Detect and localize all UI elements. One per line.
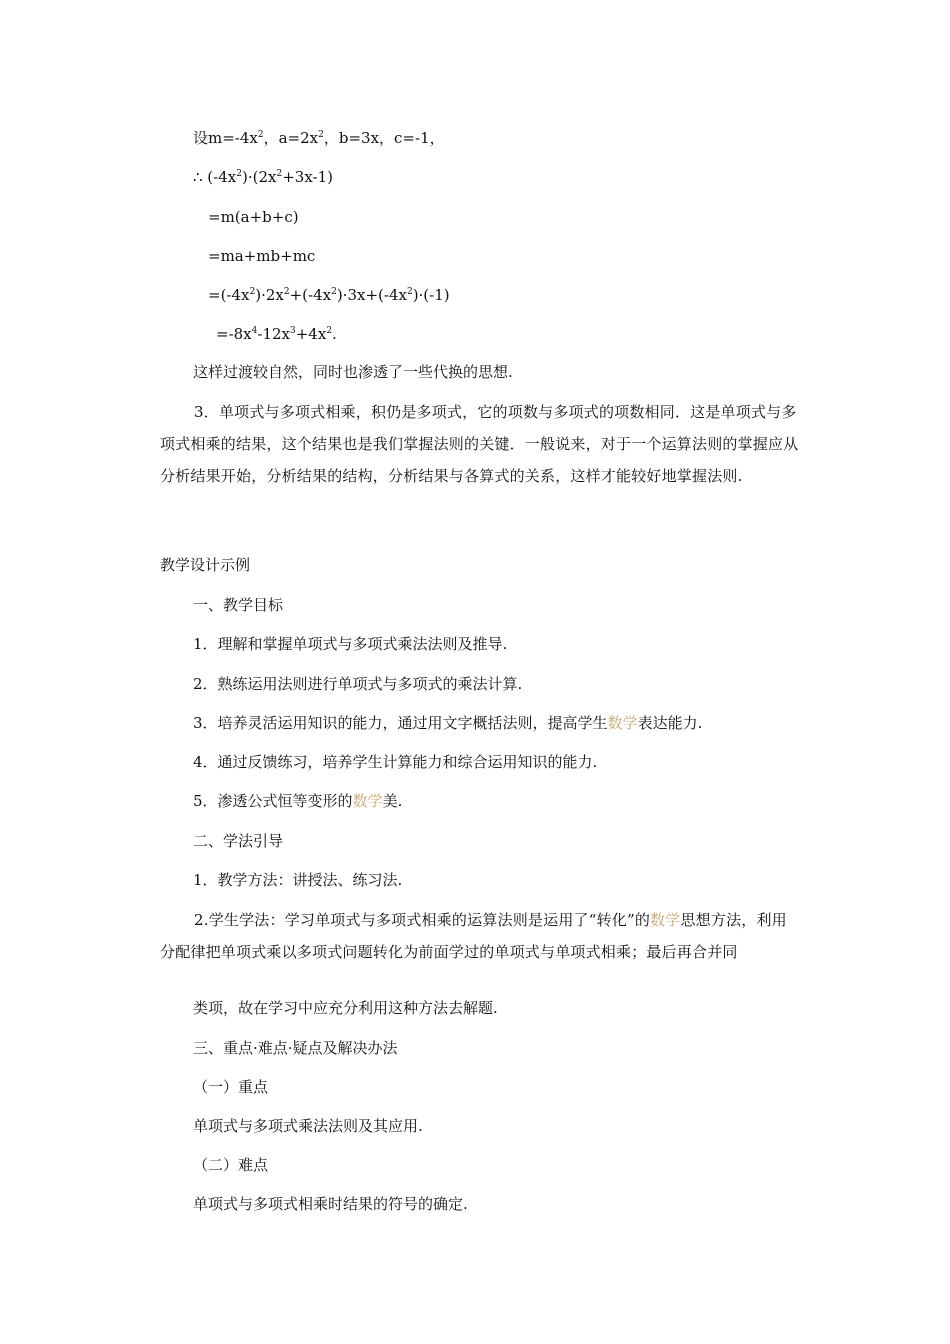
goal-item: 1．理解和掌握单项式与多项式乘法法则及推导. (193, 635, 508, 653)
exponent: 2 (276, 169, 283, 179)
goal-item (193, 791, 402, 811)
equation-therefore (193, 167, 333, 187)
method-text: 思想方法，利用分配律把单项式乘以多项式问题转化为前面学过的单项式与单项式相乘；最后再合并同 (160, 911, 787, 961)
exponent: 2 (326, 326, 333, 336)
exponent: 3 (290, 326, 296, 336)
setup-bc: ，b=3x，c=-1， (323, 129, 445, 147)
exponent: 2 (331, 287, 337, 297)
goal-text: 表达能力. (637, 714, 703, 732)
method-continuation: 类项，故在学习中应充分利用这种方法去解题. (193, 999, 498, 1017)
math-link[interactable]: 数学 (607, 714, 638, 732)
eq-part: )·2x (255, 286, 284, 304)
eq-part: +3x-1) (282, 168, 333, 186)
eq-part: -12x (257, 325, 290, 343)
key-text: 单项式与多项式乘法法则及其应用. (193, 1117, 423, 1135)
equation-step-4 (216, 324, 337, 344)
eq-part: =-8x (216, 325, 252, 343)
setup-m: 设m=-4x (193, 129, 258, 147)
goal-text: 5．渗透公式恒等变形的 (193, 792, 353, 810)
method-item (160, 904, 800, 968)
paragraph-transition: 这样过渡较自然，同时也渗透了一些代换的思想. (193, 363, 513, 381)
setup-a: ，a=2x (263, 129, 319, 147)
exponent: 2 (406, 287, 413, 297)
goal-item (193, 713, 702, 733)
eq-part: . (332, 325, 337, 343)
subheading-difficulty: （二）难点 (193, 1156, 269, 1174)
exponent: 4 (251, 326, 258, 336)
goal-text: 3．培养灵活运用知识的能力，通过用文字概括法则，提高学生 (193, 714, 608, 732)
equation-setup (193, 128, 445, 148)
equation-step-3 (208, 285, 450, 305)
method-text: 2.学生学法：学习单项式与多项式相乘的运算法则是运用了“转化”的 (194, 911, 651, 929)
heading-goals: 一、教学目标 (193, 596, 284, 614)
subheading-key: （一）重点 (193, 1078, 269, 1096)
section-title: 教学设计示例 (160, 556, 251, 574)
eq-part: +4x (295, 325, 327, 343)
goal-item: 4．通过反馈练习，培养学生计算能力和综合运用知识的能力. (193, 753, 598, 771)
eq-part: =(-4x (208, 286, 250, 304)
math-link[interactable]: 数学 (352, 792, 383, 810)
eq-part: ∴ (-4x (193, 168, 237, 186)
goal-text: 美. (382, 792, 403, 810)
equation-step-2: =ma+mb+mc (208, 247, 316, 265)
eq-part: )·(2x (241, 168, 277, 186)
exponent: 2 (257, 130, 264, 140)
eq-part: )·3x+(-4x (336, 286, 407, 304)
method-item: 1．教学方法：讲授法、练习法. (193, 871, 403, 889)
paragraph-point-3: 3．单项式与多项式相乘，积仍是多项式，它的项数与多项式的项数相同．这是单项式与多项式相乘的结果，这个结果也是我们掌握法则的关键．一般说来，对于一个运算法则的掌握应从分析结果开始，分析结果的结构，分析结果与各算式的关系，这样才能较好地掌握法则. (160, 403, 799, 485)
eq-part: )·(-1) (412, 286, 450, 304)
heading-key-points: 三、重点·难点·疑点及解决办法 (193, 1039, 398, 1057)
exponent: 2 (283, 287, 290, 297)
exponent: 2 (249, 287, 256, 297)
heading-method: 二、学法引导 (193, 832, 284, 850)
exponent: 2 (236, 169, 242, 179)
equation-step-1: =m(a+b+c) (208, 208, 299, 226)
eq-part: +(-4x (289, 286, 332, 304)
difficulty-text: 单项式与多项式相乘时结果的符号的确定. (193, 1195, 468, 1213)
goal-item: 2．熟练运用法则进行单项式与多项式的乘法计算. (193, 675, 523, 693)
math-link[interactable]: 数学 (650, 911, 681, 929)
exponent: 2 (318, 130, 324, 140)
